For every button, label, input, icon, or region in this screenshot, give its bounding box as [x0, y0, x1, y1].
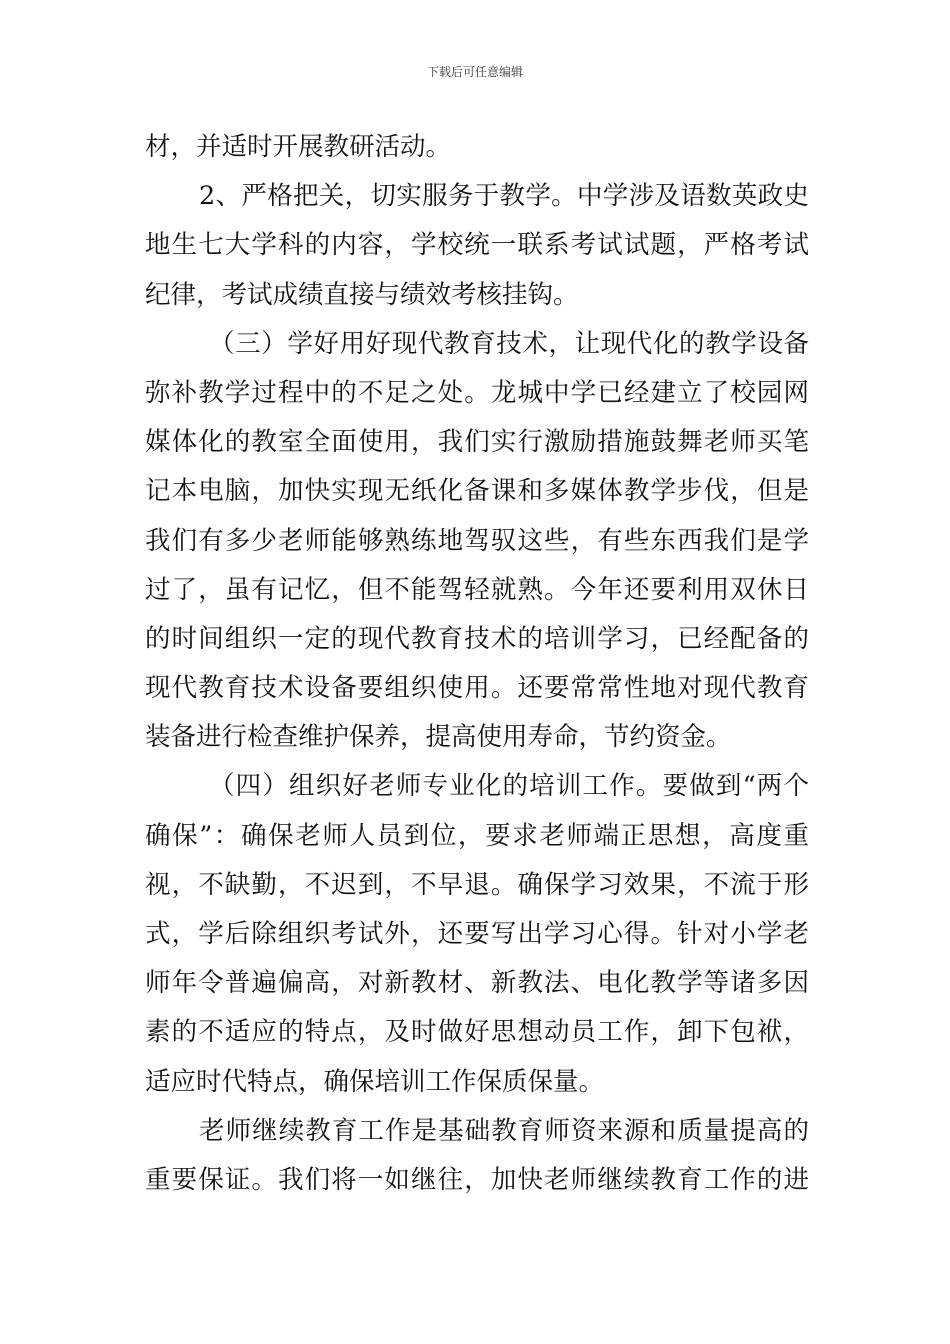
text-line: 纪律，考试成绩直接与绩效考核挂钩。 [145, 279, 579, 310]
text-line: 我们有多少老师能够熟练地驾驭这些，有些东西我们是学 [145, 525, 809, 556]
text-line: 素的不适应的特点，及时做好思想动员工作，卸下包袱， [145, 1017, 809, 1048]
text-line: 适应时代特点，确保培训工作保质保量。 [145, 1066, 605, 1097]
text-line: 师年令普遍偏高，对新教材、新教法、电化教学等诸多因 [145, 968, 809, 999]
text-line: 式，学后除组织考试外，还要写出学习心得。针对小学老 [145, 919, 809, 949]
text-line: 2、严格把关，切实服务于教学。中学涉及语数英政史 [199, 181, 809, 212]
text-line: 视，不缺勤，不迟到，不早退。确保学习效果，不流于形 [145, 869, 809, 900]
text-line: （四）组织好老师专业化的培训工作。要做到“两个 [209, 771, 809, 802]
document-body [145, 123, 809, 1205]
text-line: 地生七大学科的内容，学校统一联系考试试题，严格考试 [145, 230, 809, 261]
text-line: 装备进行检查维护保养，提高使用寿命，节约资金。 [145, 722, 732, 753]
page-header: 下载后可任意编辑 [426, 65, 523, 79]
text-line: （三）学好用好现代教育技术，让现代化的教学设备 [209, 328, 809, 359]
text-line: 老师继续教育工作是基础教育师资来源和质量提高的 [199, 1115, 809, 1146]
text-line: 材，并适时开展教研活动。 [145, 132, 452, 162]
text-line: 现代教育技术设备要组织使用。还要常常性地对现代教育 [145, 673, 809, 704]
text-line: 媒体化的教室全面使用，我们实行激励措施鼓舞老师买笔 [145, 427, 809, 458]
text-line: 确保”：确保老师人员到位，要求老师端正思想，高度重 [145, 820, 809, 851]
text-line: 的时间组织一定的现代教育技术的培训学习，已经配备的 [145, 623, 809, 654]
text-line: 记本电脑，加快实现无纸化备课和多媒体教学步伐，但是 [145, 476, 809, 507]
text-line: 过了，虽有记忆，但不能驾轻就熟。今年还要利用双休日 [145, 574, 809, 605]
text-line: 重要保证。我们将一如继往，加快老师继续教育工作的进 [145, 1164, 809, 1195]
text-line: 弥补教学过程中的不足之处。龙城中学已经建立了校园网 [145, 377, 809, 408]
